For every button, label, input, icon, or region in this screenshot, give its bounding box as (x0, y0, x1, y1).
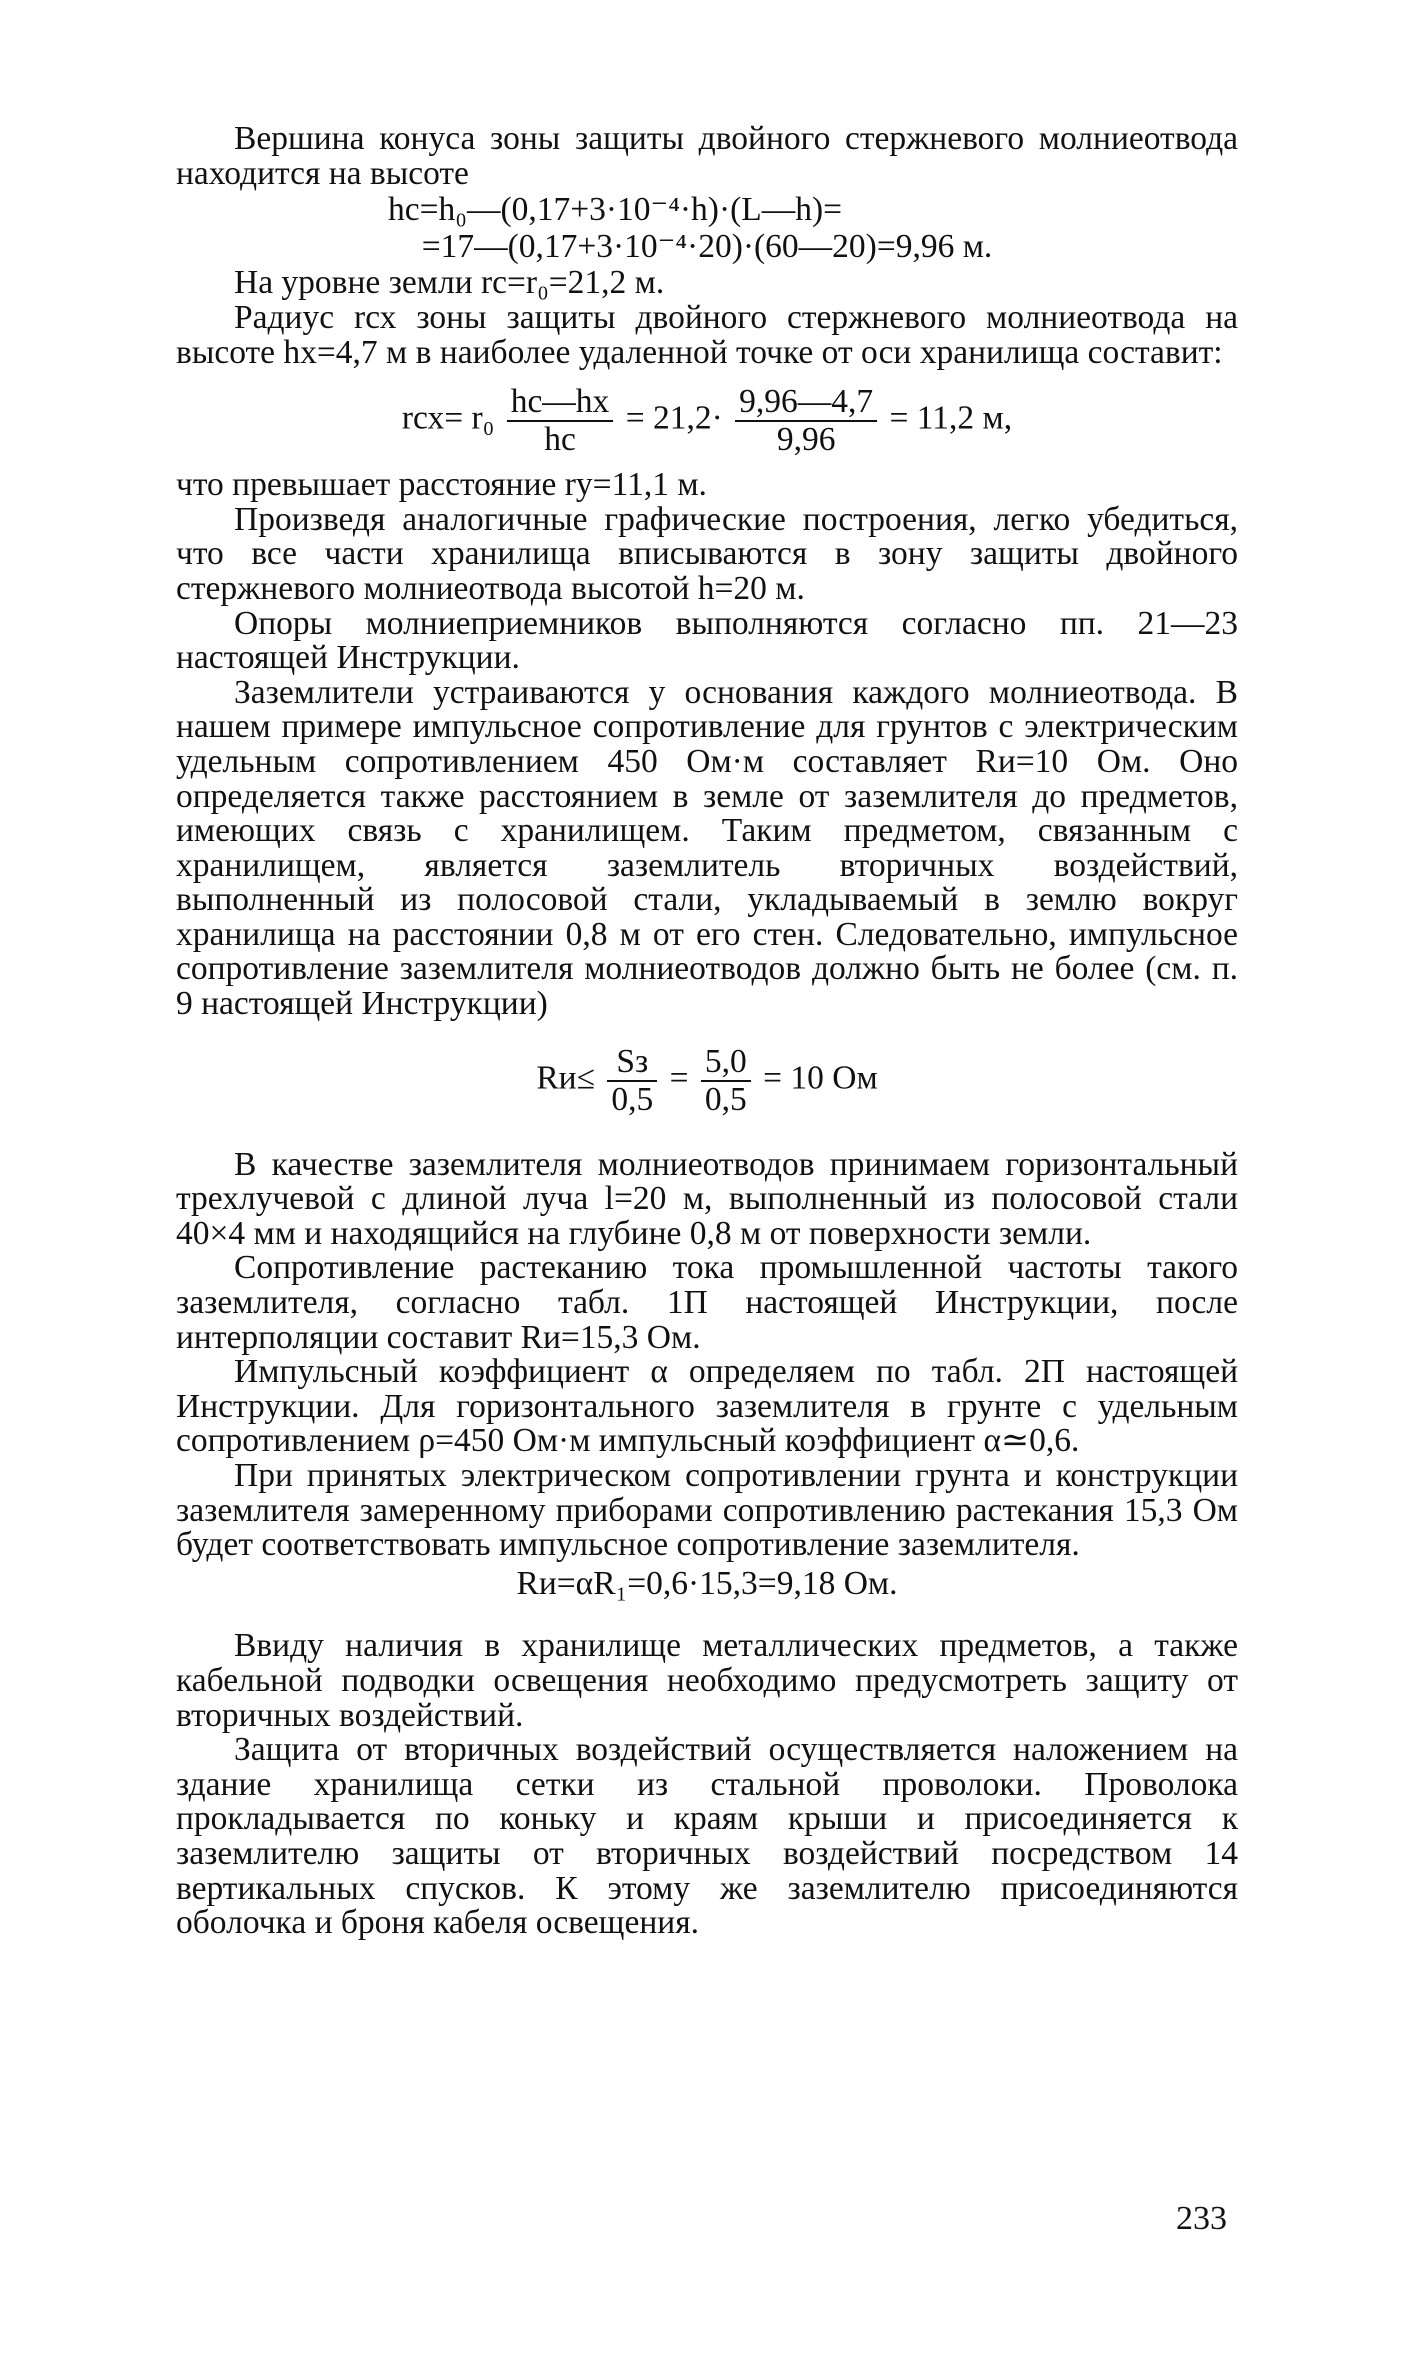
paragraph: Ввиду наличия в хранилище металлических предметов, а также кабельной подводки освещения необходимо предусмотреть защиту от вторичных воздействий. (176, 1627, 1238, 1734)
fraction-numerator: hс—hх (510, 383, 610, 421)
paragraph: Защита от вторичных воздействий осуществляется наложением на здание хранилища сетки из стальной проволоки. Проволока прокладывается по коньку и краям крыши и присоединяется к заземлителю защиты от вторичных воздействий посредством 14 вертикальных спусков. К этому же заземлителю присоединяются оболочка и броня кабеля освещения. (176, 1731, 1238, 1942)
paragraph: Сопротивление растеканию тока промышленной частоты такого заземлителя, согласно табл. 1П настоящей Инструкции, после интерполяции составит Rи=15,3 Ом. (176, 1249, 1238, 1356)
fraction (701, 1044, 751, 1118)
paragraph: Произведя аналогичные графические построения, легко убедиться, что все части хранилища вписываются в зону защиты двойного стержневого молниеотвода высотой h=20 м. (176, 500, 1238, 607)
paragraph: Радиус rсх зоны защиты двойного стержневого молниеотвода на высоте hх=4,7 м в наиболее удаленной точке от оси хранилища составит: (176, 298, 1238, 371)
fraction-denominator: 0,5 (701, 1080, 751, 1118)
fraction-denominator: 9,96 (735, 420, 877, 458)
fraction (607, 1044, 657, 1118)
formula-impulse-resistance: Rи=αR₁=0,6·15,3=9,18 Ом. (516, 1564, 898, 1602)
fraction-numerator: 9,96—4,7 (739, 383, 874, 421)
formula-lhs: rсх= r₀ (401, 399, 495, 437)
formula-lhs: Rи≤ (536, 1059, 595, 1097)
paragraph: Импульсный коэффициент α определяем по табл. 2П настоящей Инструкции. Для горизонтального заземлителя в грунте с удельным сопротивлением ρ=450 Ом·м импульсный коэффициент α≃0,6. (176, 1353, 1238, 1460)
fraction-numerator: Sз (616, 1042, 649, 1080)
formula-impulse-resistance-limit (176, 1044, 1238, 1118)
fraction-denominator: hс (507, 420, 614, 458)
paragraph: Заземлители устраиваются у основания каждого молниеотвода. В нашем примере импульсное сопротивление для грунтов с электрическим удельным сопротивлением 450 Ом·м составляет Rи=10 Ом. Оно определяется также расстоянием в земле от заземлителя до предметов, имеющих связь с хранилищем. Таким предметом, связанным с хранилищем, является заземлитель вторичных воздействий, выполненный из полосовой стали, укладываемый в землю вокруг хранилища на расстоянии 0,8 м от его стен. Следовательно, импульсное сопротивление заземлителя молниеотводов должно быть не более (см. п. 9 настоящей Инструкции) (176, 673, 1238, 1023)
formula-protection-radius (176, 384, 1238, 458)
formula-equals: = (669, 1059, 689, 1097)
paragraph: что превышает расстояние rу=11,1 м. (176, 466, 707, 504)
formula-apex-height-line2: =17—(0,17+3·10⁻⁴·20)·(60—20)=9,96 м. (421, 227, 993, 265)
fraction (507, 384, 614, 458)
formula-apex-height-line1: hс=h₀—(0,17+3·10⁻⁴·h)·(L—h)= (388, 191, 843, 229)
paragraph: При принятых электрическом сопротивлении грунта и конструкции заземлителя замеренному приборами сопротивлению растекания 15,3 Ом будет соответствовать импульсное сопротивление заземлителя. (176, 1457, 1238, 1564)
fraction (735, 384, 877, 458)
paragraph: Вершина конуса зоны защиты двойного стержневого молниеотвода находится на высоте (176, 120, 1238, 192)
paragraph: В качестве заземлителя молниеотводов принимаем горизонтальный трехлучевой с длиной луча l=20 м, выполненный из полосовой стали 40×4 мм и находящийся на глубине 0,8 м от поверхности земли. (176, 1145, 1238, 1252)
fraction-numerator: 5,0 (704, 1042, 747, 1080)
page-number: 233 (1176, 2200, 1227, 2237)
paragraph: Опоры молниеприемников выполняются согласно пп. 21—23 настоящей Инструкции. (176, 604, 1238, 677)
formula-rhs: = 10 Ом (763, 1059, 878, 1097)
paragraph: На уровне земли rс=r₀=21,2 м. (234, 264, 665, 302)
formula-rhs: = 11,2 м, (889, 399, 1013, 437)
fraction-denominator: 0,5 (607, 1080, 657, 1118)
formula-middle: = 21,2· (625, 399, 723, 437)
page-body (176, 122, 1238, 1941)
